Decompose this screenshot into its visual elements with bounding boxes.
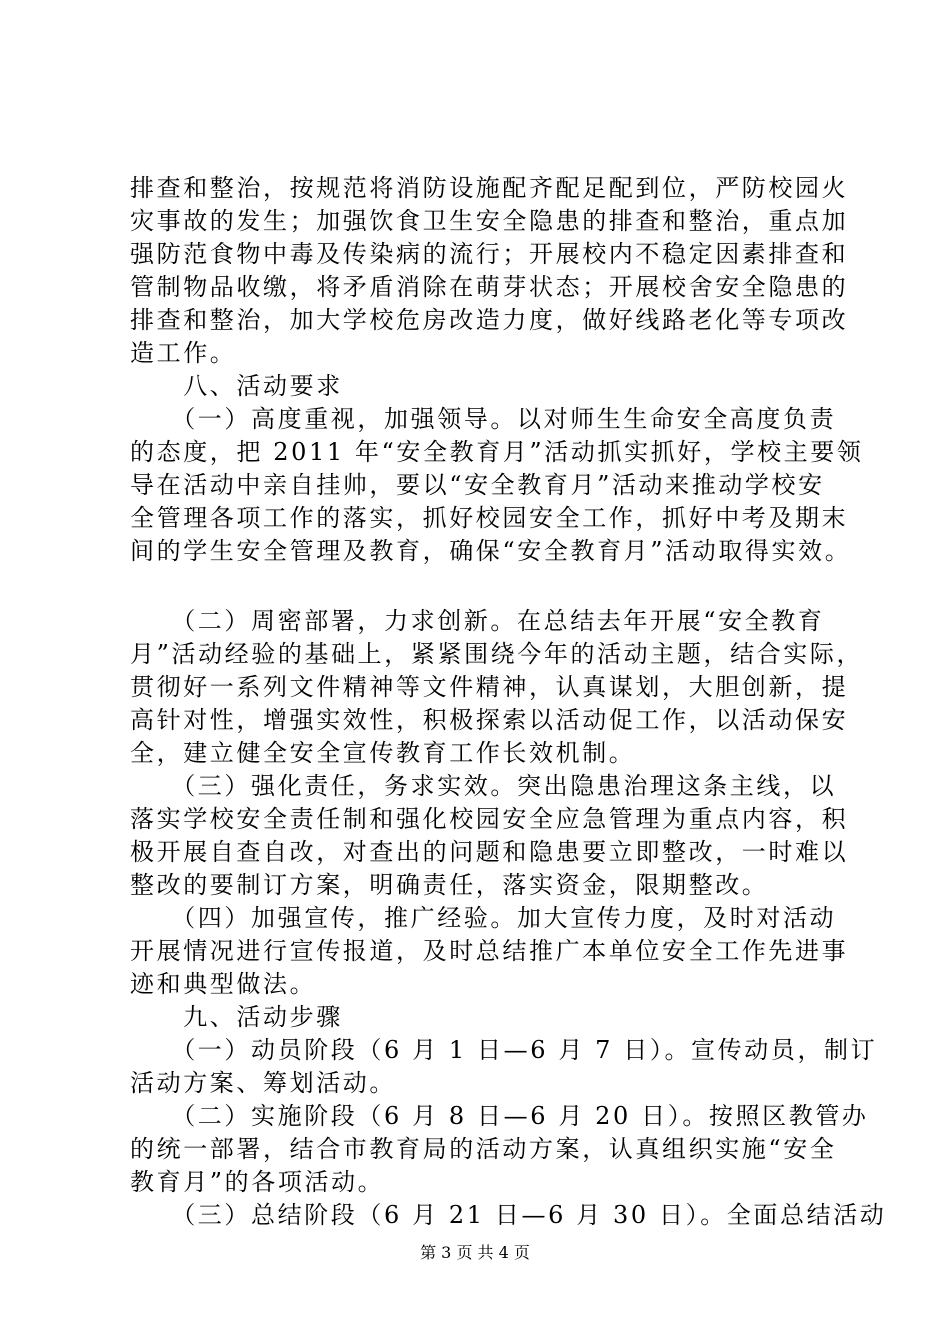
text-line: 的态度，把 2011 年“安全教育月”活动抓实抓好，学校主要领	[130, 438, 864, 466]
text-line: （一）高度重视，加强领导。以对师生生命安全高度负责	[130, 405, 837, 433]
text-line: 全，建立健全安全宣传教育工作长效机制。	[130, 739, 636, 767]
text-line: （三）强化责任，务求实效。突出隐患治理这条主线，以	[130, 772, 837, 800]
page-footer: 第 3 页 共 4 页	[420, 1243, 530, 1262]
text-line: （三）总结阶段（6 月 21 日—6 月 30 日）。全面总结活动	[130, 1201, 887, 1229]
text-line: 排查和整治，按规范将消防设施配齐配足配到位，严防校园火	[130, 174, 849, 202]
text-line: 的统一部署，结合市教育局的活动方案，认真组织实施“安全	[130, 1135, 837, 1163]
text-line: 间的学生安全管理及教育，确保“安全教育月”活动取得实效。	[130, 537, 852, 565]
text-line: 开展情况进行宣传报道，及时总结推广本单位安全工作先进事	[130, 937, 849, 965]
text-line: 排查和整治，加大学校危房改造力度，做好线路老化等专项改	[130, 306, 849, 334]
text-line: 造工作。	[130, 339, 237, 367]
text-line: 导在活动中亲自挂帅，要以“安全教育月”活动来推动学校安	[130, 471, 825, 499]
text-line: （一）动员阶段（6 月 1 日—6 月 7 日）。宣传动员，制订	[130, 1036, 878, 1064]
document-body	[130, 172, 887, 1232]
text-line: （二）周密部署，力求创新。在总结去年开展“安全教育	[130, 607, 825, 635]
text-line: 灾事故的发生；加强饮食卫生安全隐患的排查和整治，重点加	[130, 207, 849, 235]
text-line: 整改的要制订方案，明确责任，落实资金，限期整改。	[130, 871, 769, 899]
text-line: 高针对性，增强实效性，积极探索以活动促工作，以活动保安	[130, 706, 849, 734]
text-line: （四）加强宣传，推广经验。加大宣传力度，及时对活动	[130, 904, 837, 932]
text-line: 极开展自查自改，对查出的问题和隐患要立即整改，一时难以	[130, 838, 849, 866]
text-line: （二）实施阶段（6 月 8 日—6 月 20 日）。按照区教管办	[130, 1102, 869, 1130]
text-line: 全管理各项工作的落实，抓好校园安全工作，抓好中考及期末	[130, 504, 849, 532]
text-line: 活动方案、筹划活动。	[130, 1069, 396, 1097]
text-line: 强防范食物中毒及传染病的流行；开展校内不稳定因素排查和	[130, 240, 849, 268]
text-line: 贯彻好一系列文件精神等文件精神，认真谋划，大胆创新，提	[130, 673, 849, 701]
text-line: 九、活动步骤	[130, 1003, 343, 1031]
text-line: 落实学校安全责任制和强化校园安全应急管理为重点内容，积	[130, 805, 849, 833]
text-line: 管制物品收缴，将矛盾消除在萌芽状态；开展校舍安全隐患的	[130, 273, 849, 301]
text-line: 月”活动经验的基础上，紧紧围绕今年的活动主题，结合实际，	[130, 640, 864, 668]
text-line: 教育月”的各项活动。	[130, 1168, 385, 1196]
text-line: 迹和典型做法。	[130, 970, 317, 998]
paragraph-spacer	[130, 568, 852, 605]
text-line: 八、活动要求	[130, 372, 343, 400]
